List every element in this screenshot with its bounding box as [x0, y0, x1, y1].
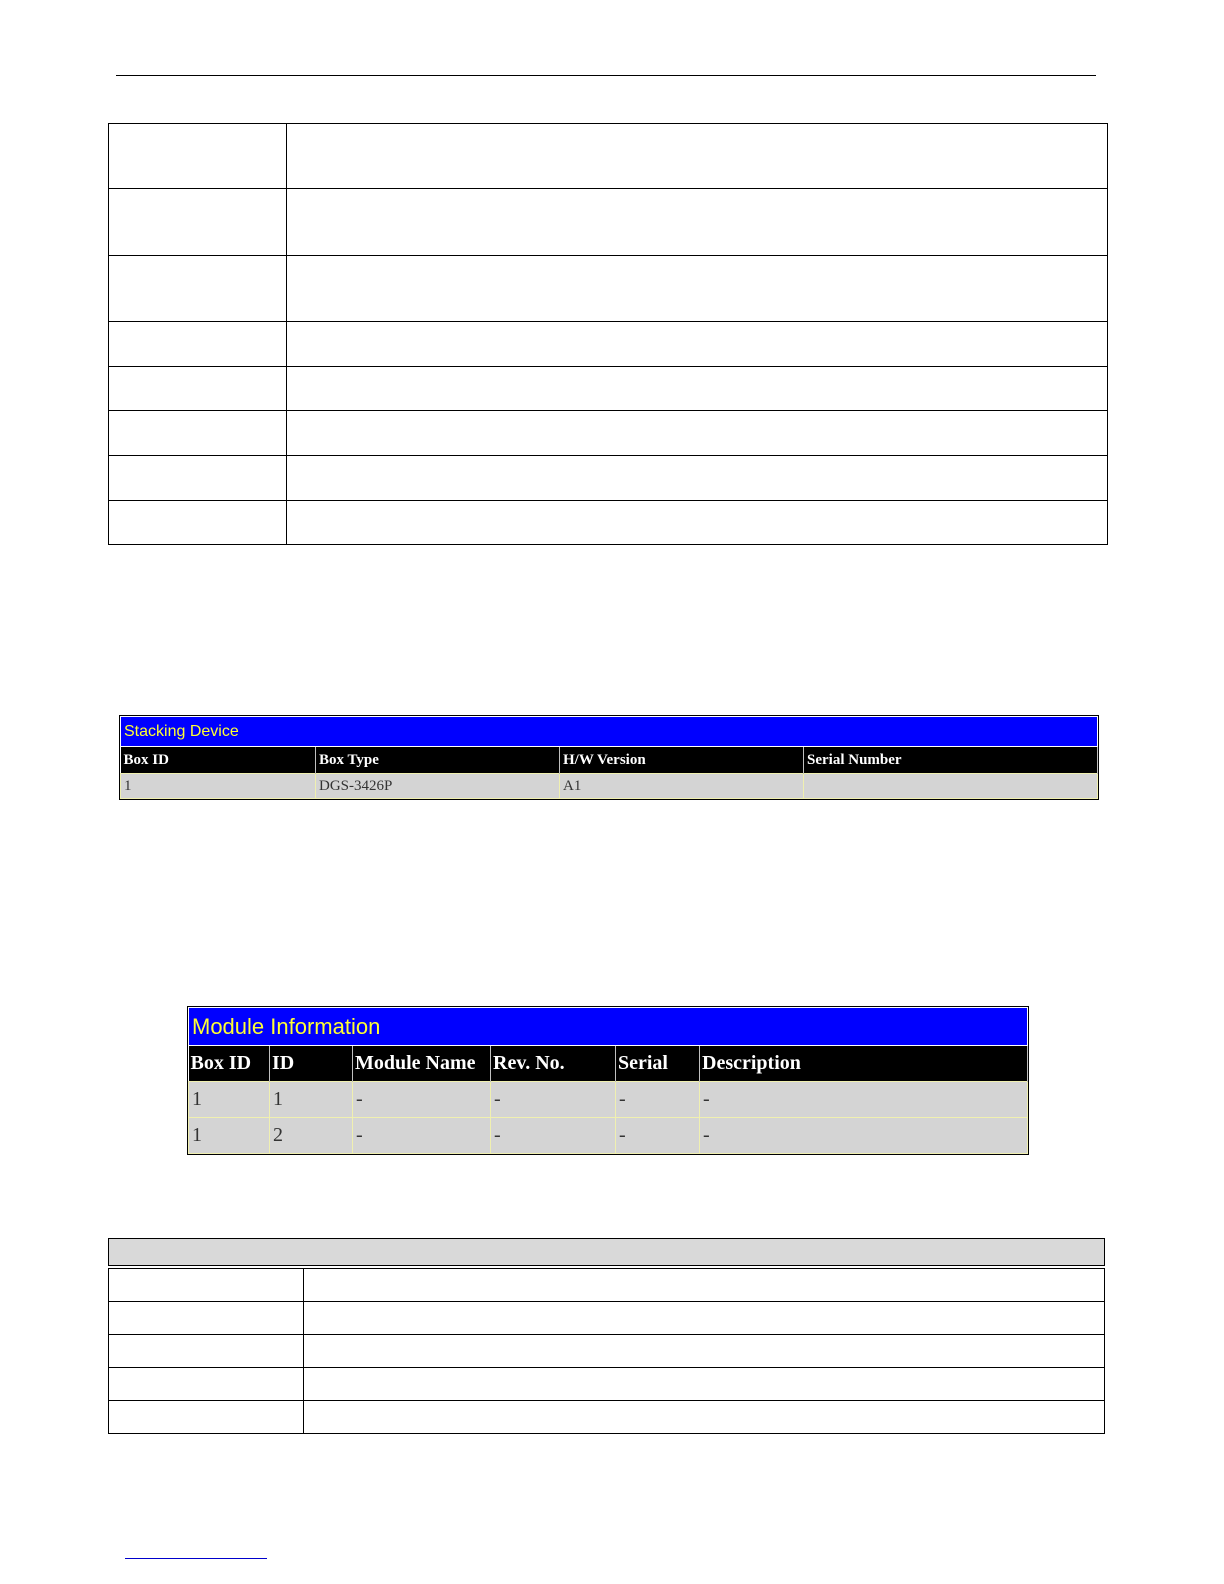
parameter-description-table: [108, 123, 1108, 545]
footer-link-underline: [125, 1558, 267, 1559]
cell-hw-version: A1: [560, 774, 804, 799]
table-row: [109, 189, 1108, 256]
table-row: [109, 1401, 1105, 1434]
cell-module-name: -: [353, 1118, 491, 1154]
cell-module-name: -: [353, 1082, 491, 1118]
table-row: [109, 322, 1108, 367]
table-row: [109, 501, 1108, 545]
table-row: [189, 1082, 1028, 1118]
cell-id: 1: [270, 1082, 353, 1118]
table-row: [109, 456, 1108, 501]
table-row: [109, 367, 1108, 411]
column-header-hw-version: H/W Version: [560, 747, 804, 774]
table-row: [109, 411, 1108, 456]
module-information-panel: [187, 1006, 1029, 1155]
column-header-box-id: Box ID: [189, 1046, 270, 1082]
table-row: [121, 774, 1098, 799]
column-header-box-type: Box Type: [316, 747, 560, 774]
cell-box-id: 1: [189, 1082, 270, 1118]
parameter-description-table-2: [108, 1268, 1105, 1434]
column-header-serial: Serial: [616, 1046, 700, 1082]
cell-id: 2: [270, 1118, 353, 1154]
header-rule: [116, 75, 1096, 76]
column-header-id: ID: [270, 1046, 353, 1082]
cell-rev-no: -: [491, 1118, 616, 1154]
table-row: [189, 1118, 1028, 1154]
column-header-serial-number: Serial Number: [804, 747, 1098, 774]
cell-description: -: [700, 1082, 1028, 1118]
table-caption-bar: [108, 1238, 1105, 1266]
table-row: [109, 1368, 1105, 1401]
cell-serial: -: [616, 1082, 700, 1118]
cell-box-type: DGS-3426P: [316, 774, 560, 799]
cell-serial-number: [804, 774, 1098, 799]
table-row: [109, 256, 1108, 322]
table-row: [109, 124, 1108, 189]
cell-box-id: 1: [189, 1118, 270, 1154]
cell-rev-no: -: [491, 1082, 616, 1118]
cell-serial: -: [616, 1118, 700, 1154]
column-header-box-id: Box ID: [121, 747, 316, 774]
table-row: [109, 1269, 1105, 1302]
column-header-description: Description: [700, 1046, 1028, 1082]
table-row: [109, 1335, 1105, 1368]
stacking-device-panel: [119, 715, 1099, 800]
module-information-title: Module Information: [189, 1008, 1028, 1046]
stacking-device-title: Stacking Device: [121, 717, 1098, 747]
column-header-module-name: Module Name: [353, 1046, 491, 1082]
table-row: [109, 1302, 1105, 1335]
column-header-rev-no: Rev. No.: [491, 1046, 616, 1082]
cell-box-id: 1: [121, 774, 316, 799]
cell-description: -: [700, 1118, 1028, 1154]
